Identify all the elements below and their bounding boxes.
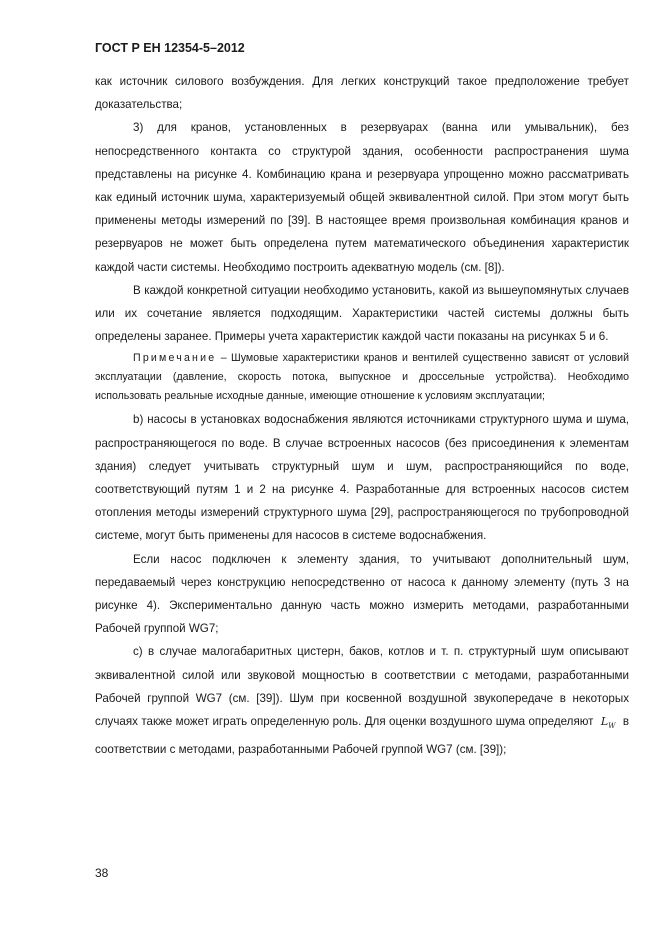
paragraph-pump-connection: Если насос подключен к элементу здания, то учитывают дополнительный шум, передаваемый через конструкцию непосредственно от насоса к данному элементу (путь 3 на рисунке 4). Экспериментально данную часть можно измерить методами, разработанными Рабочей группой WG7; [95, 552, 629, 636]
paragraph-pumps: b) насосы в установках водоснабжения являются источниками структурного шума и шума, распространяющегося по воде. В случае встроенных насосов (без присоединения к элементам здания) следует учитывать структурный шум и шум, распространяющийся по воде, соответствующий путям 1 и 2 на рисунке 4. Разработанные для встроенных насосов систем отопления методы измерений структурного шума [29], распространяющегося по трубопроводной системе, могут быть применены для насосов в системе водоснабжения. [95, 413, 629, 543]
paragraph-small-tanks-start: c) в случае малогабаритных цистерн, баков, котлов и т. п. структурный шум описывают эквивалентной силой или звуковой мощностью в соответствии с методами, разработанными Рабочей группой WG7 (см. [39]). Шум при косвенной воздушной звукопередаче в некоторых случаях также может играть определенную роль. Для оценки воздушного шума определяют [95, 645, 629, 729]
note-text: – Шумовые характеристики кранов и вентилей существенно зависят от условий эксплуатации (давление, скорость потока, выпускное и дроссельные устройства). Необходимо использовать реальные исходные данные, имеющие отношение к условиям эксплуатации; [95, 352, 629, 403]
paragraph-small-tanks-end: в соответствии с методами, разработанными Рабочей группой WG7 (см. [39]); [95, 715, 629, 757]
paragraph-small-tanks [95, 640, 629, 761]
standard-header: ГОСТ Р ЕН 12354-5–2012 [95, 41, 245, 55]
paragraph-continuation: как источник силового возбуждения. Для легких конструкций такое предположение требует доказательства; [95, 75, 629, 112]
document-body [95, 70, 629, 762]
sound-power-symbol: $L_W$ [600, 715, 616, 731]
paragraph-situation-assessment: В каждой конкретной ситуации необходимо установить, какой из вышеупомянутых случаев или их сочетание является подходящим. Характеристики частей системы должны быть определены заранее. Примеры учета характеристик каждой части показаны на рисунках 5 и 6. [95, 283, 629, 344]
page-number: 38 [95, 866, 109, 880]
note-label: Примечание [133, 352, 217, 365]
document-page [95, 40, 629, 762]
paragraph-taps-in-reservoirs: 3) для кранов, установленных в резервуарах (ванна или умывальник), без непосредственного контакта со структурой здания, особенности распространения шума представлены на рисунке 4. Комбинацию крана и резервуара упрощенно можно рассматривать как единый источник шума, характеризуемый общей эквивалентной силой. При этом могут быть применены методы измерений по [39]. В настоящее время произвольная комбинация кранов и резервуаров не может быть определена путем математического объединения характеристик каждой части системы. Необходимо построить адекватную модель (см. [8]). [95, 121, 629, 274]
note-paragraph [95, 349, 629, 406]
